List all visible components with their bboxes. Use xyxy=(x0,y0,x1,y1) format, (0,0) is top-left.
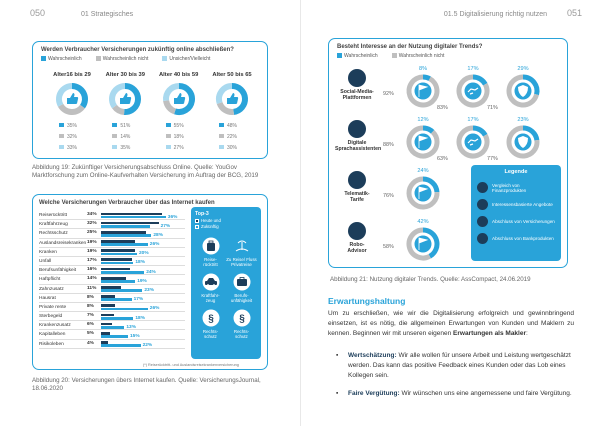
bar-future xyxy=(101,243,148,246)
bar-value-future: 23% xyxy=(144,288,154,293)
caption-fig19: Abbildung 19: Zukünftiger Versicherungsabschluss Online. Quelle: YouGov Marktforschung zum Online-Kaufverhalten Versicherung im Auftrag der BCG, 2019 xyxy=(32,164,259,180)
car-icon xyxy=(348,171,366,189)
top3-item xyxy=(226,309,257,339)
percent-unlikely: 88% xyxy=(383,142,394,148)
bar-row xyxy=(39,248,185,257)
age-groups xyxy=(47,72,257,154)
bar-value-future: 13% xyxy=(126,324,136,330)
bar-row xyxy=(39,321,185,330)
bar-value-today: 11% xyxy=(87,285,97,291)
chart3-legend xyxy=(337,53,559,59)
percent-likely: 17% xyxy=(467,117,479,123)
microphone-icon xyxy=(348,120,366,138)
bar-value-today: 19% xyxy=(87,248,97,254)
caption-fig21: Abbildung 21: Nutzung digitaler Trends. Quelle: AssCompact, 24.06.2019 xyxy=(330,276,531,283)
bar-today xyxy=(101,268,130,271)
age-label: Alter 50 bis 65 xyxy=(212,72,252,78)
bar-value-today: 7% xyxy=(87,313,94,319)
right-page-number: 051 xyxy=(566,8,582,18)
compare-icon xyxy=(477,182,488,193)
bar-row xyxy=(39,211,185,220)
bar-value-future: 36% xyxy=(167,214,178,220)
top3-item xyxy=(226,273,257,303)
legend-item: Wahrscheinlich nicht xyxy=(392,53,445,59)
bar-category: Kapitalleben xyxy=(39,332,66,338)
bar-value-future: 24% xyxy=(146,269,156,275)
section-heading: Erwartungshaltung xyxy=(328,296,406,306)
bar-today xyxy=(101,249,135,252)
bar-category: Zahnzusatz xyxy=(39,286,64,292)
bar-value-today: 5% xyxy=(87,331,94,337)
bar-value-today: 8% xyxy=(87,294,94,300)
percent-likely: 8% xyxy=(418,66,428,72)
handshake-icon xyxy=(465,83,482,100)
svg-text:§: § xyxy=(238,313,245,325)
value-row xyxy=(59,143,97,154)
bar-today xyxy=(101,231,146,234)
age-values xyxy=(207,121,257,154)
briefcase-icon xyxy=(233,273,251,291)
left-page-header xyxy=(30,8,133,18)
feature-label: Digitale Sprachassistenten xyxy=(335,140,382,152)
flag-icon xyxy=(415,236,432,253)
bar-today xyxy=(101,258,132,261)
bar-category: Kraftfahrzeug xyxy=(39,222,68,228)
bar-category: Auslandsreisekranken xyxy=(39,240,87,246)
age-values xyxy=(47,121,97,154)
beach-icon xyxy=(233,237,251,255)
bar-today xyxy=(101,286,121,289)
age-label: Alter 40 bis 59 xyxy=(159,72,199,78)
legend-item: Unsicher/Vielleicht xyxy=(162,56,210,62)
bar-row xyxy=(39,229,185,238)
ring-donut xyxy=(505,73,541,109)
trend-ring xyxy=(383,168,443,213)
bar-future xyxy=(101,262,133,265)
bar-row xyxy=(39,330,185,339)
bar-future xyxy=(101,344,141,347)
donut-segment xyxy=(166,101,175,112)
bar-category: Krankenzusatz xyxy=(39,323,71,329)
bar-future xyxy=(101,289,142,292)
legend-box xyxy=(471,165,561,261)
percent-label: 33% xyxy=(67,145,78,151)
trend-feature xyxy=(335,171,379,203)
value-row xyxy=(59,132,97,143)
page-gutter xyxy=(300,0,301,426)
value-row xyxy=(219,143,257,154)
flag-icon xyxy=(415,134,432,151)
age-values xyxy=(100,121,150,154)
online-purchase-chart xyxy=(32,41,268,159)
trend-ring xyxy=(487,66,543,111)
bar-future xyxy=(101,225,150,228)
value-row xyxy=(112,121,150,132)
bar-value-future: 18% xyxy=(135,260,145,266)
bar-category: Berufsunfähigkeit xyxy=(39,268,77,274)
bar-future xyxy=(101,326,124,329)
bar-category: Unfall xyxy=(39,258,52,264)
handshake-icon xyxy=(477,199,488,210)
bar-category: Private rente xyxy=(39,304,67,310)
age-label: Alter 30 bis 39 xyxy=(105,72,145,78)
value-row xyxy=(166,132,204,143)
feature-label: Telematik- Tarife xyxy=(344,191,370,203)
bar-value-future: 28% xyxy=(153,232,163,238)
value-row xyxy=(59,121,97,132)
bar-row xyxy=(39,340,185,349)
bar-list xyxy=(39,211,185,349)
bar-today xyxy=(101,277,126,280)
top3-legend-today: Heute und xyxy=(195,218,257,223)
caption-fig20: Abbildung 20: Versicherungen übers Internet kaufen. Quelle: VersicherungsJournal, 18.06.2020 xyxy=(32,377,261,393)
bar-future xyxy=(101,271,144,274)
percent-label: 51% xyxy=(120,123,131,129)
thumbs-up-icon xyxy=(67,93,78,104)
top3-legend-future: Zukünftig xyxy=(195,224,257,229)
bar-row xyxy=(39,266,185,275)
suitcase-icon xyxy=(202,237,220,255)
bar-today xyxy=(101,314,114,317)
top3-item xyxy=(195,273,226,303)
bank-icon xyxy=(477,233,488,244)
percent-likely: 24% xyxy=(417,168,429,174)
bar-value-today: 34% xyxy=(87,212,97,217)
ring-donut xyxy=(405,73,441,109)
bar-row xyxy=(39,220,185,229)
percent-label: 48% xyxy=(226,123,237,129)
megaphone-icon xyxy=(348,69,366,87)
bar-value-today: 4% xyxy=(87,340,94,346)
age-donut xyxy=(162,82,196,116)
top3-item xyxy=(226,237,257,267)
ring-donut xyxy=(405,175,441,211)
right-page-header xyxy=(444,8,582,18)
bar-future xyxy=(101,253,137,256)
top3-label: Berufs- unfähigkeit xyxy=(230,293,253,303)
top3-item xyxy=(195,309,226,339)
value-row xyxy=(166,143,204,154)
ring-donut xyxy=(405,226,441,262)
ring-donut xyxy=(405,124,441,160)
bar-today xyxy=(101,222,159,225)
ring-set xyxy=(383,168,443,213)
expectation-list xyxy=(340,351,576,406)
bar-category: Risikoleben xyxy=(39,341,64,347)
bar-category: Kranken xyxy=(39,249,57,255)
left-section-title: 01 Strategisches xyxy=(80,11,134,18)
percent-unlikely: 76% xyxy=(383,193,394,199)
percent-label: 27% xyxy=(173,145,184,151)
top3-label: Rechts- schutz xyxy=(202,329,219,339)
left-page-number: 050 xyxy=(30,8,46,18)
bar-category: Rechtsschutz xyxy=(39,231,68,237)
body-paragraph: Um zu erschließen, wie wir die Digitalisierung erfolgreich und gewinnbringend einsetzen, ist es nötig, die allgemeinen Erwartungen von Kunden und Maklern zu kennen. Beginnen wir mit unseren eigenen Erwartungen als Makler: xyxy=(328,310,574,338)
bar-value-today: 14% xyxy=(87,276,97,282)
top3-title: Top-3 xyxy=(195,211,209,217)
feature-label: Robo- Advisor xyxy=(347,242,367,254)
top3-label: Zu Reise/ Fluss Privatreise xyxy=(226,257,257,267)
bar-value-future: 27% xyxy=(160,223,171,229)
ring-segment xyxy=(423,77,430,79)
bar-value-today: 17% xyxy=(87,257,97,263)
trend-ring xyxy=(383,219,443,264)
robot-icon xyxy=(348,222,366,240)
shield-icon xyxy=(477,216,488,227)
chart2-title: Welche Versicherungen Verbraucher über das Internet kaufen xyxy=(39,200,215,206)
bar-row xyxy=(39,275,185,284)
bar-future xyxy=(101,280,135,283)
chart2-footnote: (*) Reiserücktritt- und Auslandsreisekrankenversicherung xyxy=(143,363,239,367)
trend-feature xyxy=(335,222,379,254)
donut-segment xyxy=(220,103,234,112)
flag-icon xyxy=(415,83,432,100)
percent-likely: 29% xyxy=(517,66,529,72)
car-icon xyxy=(202,273,220,291)
shield-icon xyxy=(515,134,532,151)
paragraph-icon xyxy=(233,309,251,327)
trend-ring xyxy=(487,117,543,162)
legend-item: Wahrscheinlich xyxy=(41,56,82,62)
top3-label: Kraftfahr- zeug xyxy=(201,293,220,303)
percent-unlikely: 58% xyxy=(383,244,394,250)
feature-label: Social-Media- Plattformen xyxy=(340,89,374,101)
percent-label: 14% xyxy=(120,134,131,140)
bar-today xyxy=(101,304,115,307)
age-values xyxy=(154,121,204,154)
bar-row xyxy=(39,303,185,312)
trend-feature xyxy=(335,69,379,101)
legend-box-title: Legende xyxy=(504,169,528,175)
thumbs-up-icon xyxy=(120,93,131,104)
legend-box-item: Vergleich von Finanzprodukten xyxy=(477,179,555,196)
handshake-icon xyxy=(465,134,482,151)
percent-label: 30% xyxy=(226,145,237,151)
bar-row xyxy=(39,312,185,321)
top3-box xyxy=(191,207,261,359)
age-donut xyxy=(55,82,89,116)
bar-value-future: 17% xyxy=(133,297,144,303)
legend-box-item: Abschluss von Bankprodukten xyxy=(477,230,555,247)
bar-future xyxy=(101,298,132,301)
trend-row xyxy=(335,63,567,114)
age-label: Alter16 bis 29 xyxy=(53,72,91,78)
age-group xyxy=(207,72,257,154)
bar-value-future: 26% xyxy=(149,242,160,248)
svg-text:§: § xyxy=(207,313,214,325)
percent-unlikely: 77% xyxy=(487,156,498,162)
percent-unlikely: 92% xyxy=(383,91,394,97)
bar-today xyxy=(101,341,108,344)
bar-value-future: 19% xyxy=(137,278,147,284)
legend-item: Wahrscheinlich nicht xyxy=(96,56,149,62)
bar-value-today: 8% xyxy=(87,303,94,309)
list-item: ▪ Faire Vergütung: Wir wünschen uns eine angemessene und faire Vergütung. xyxy=(340,389,576,399)
thumbs-up-icon xyxy=(174,93,185,104)
value-row xyxy=(112,132,150,143)
right-section-title: 01.5 Digitalisierung richtig nutzen xyxy=(443,11,548,18)
bar-today xyxy=(101,295,115,298)
ring-donut xyxy=(455,73,491,109)
chart3-title: Besteht Interesse an der Nutzung digitaler Trends? xyxy=(337,44,483,50)
percent-likely: 42% xyxy=(417,219,429,225)
bar-value-today: 25% xyxy=(87,230,97,236)
shield-icon xyxy=(515,83,532,100)
percent-unlikely: 63% xyxy=(437,156,448,162)
value-row xyxy=(112,143,150,154)
bar-value-today: 16% xyxy=(87,267,97,273)
percent-likely: 17% xyxy=(467,66,479,72)
bar-future xyxy=(101,234,151,237)
trend-feature xyxy=(335,120,382,152)
ring-segment xyxy=(423,128,433,132)
percent-likely: 23% xyxy=(517,117,529,123)
bar-future xyxy=(101,317,133,320)
bar-value-future: 18% xyxy=(135,315,145,321)
bar-today xyxy=(101,213,162,216)
percent-likely: 12% xyxy=(417,117,429,123)
paragraph-icon xyxy=(202,309,220,327)
value-row xyxy=(219,121,257,132)
percent-unlikely: 71% xyxy=(487,105,498,111)
legend-item: Wahrscheinlich xyxy=(337,53,378,59)
top3-label: Reise- rücktritt xyxy=(203,257,218,267)
age-group xyxy=(154,72,204,154)
chart1-title: Werden Verbraucher Versicherungen zukünftig online abschließen? xyxy=(41,47,234,53)
donut-segment xyxy=(61,105,83,112)
bar-value-today: 6% xyxy=(87,322,94,328)
percent-label: 35% xyxy=(67,123,78,129)
bar-future xyxy=(101,216,166,219)
top3-label: Rechts- schutz xyxy=(233,329,250,339)
bar-row xyxy=(39,239,185,248)
ring-donut xyxy=(505,124,541,160)
value-row xyxy=(219,132,257,143)
percent-label: 32% xyxy=(67,134,78,140)
bar-value-future: 15% xyxy=(130,333,140,339)
percent-label: 55% xyxy=(173,123,184,129)
donut-segment xyxy=(115,107,125,112)
bar-category: Haftpflicht xyxy=(39,277,61,283)
bar-row xyxy=(39,294,185,303)
bar-category: Hausrat xyxy=(39,295,56,301)
percent-label: 22% xyxy=(226,134,237,140)
legend-box-item: Interessensbasierte Angebote xyxy=(477,196,555,213)
bar-today xyxy=(101,323,112,326)
thumbs-up-icon xyxy=(227,93,238,104)
flag-icon xyxy=(415,185,432,202)
bar-value-today: 32% xyxy=(87,221,97,227)
chart1-legend xyxy=(41,56,259,62)
ring-set xyxy=(383,117,543,162)
percent-label: 18% xyxy=(173,134,184,140)
bar-today xyxy=(101,240,135,243)
bar-future xyxy=(101,335,128,338)
top3-item xyxy=(195,237,226,267)
bar-row xyxy=(39,257,185,266)
age-group xyxy=(47,72,97,154)
percent-label: 35% xyxy=(120,145,131,151)
bar-future xyxy=(101,308,148,311)
bar-row xyxy=(39,285,185,294)
trend-row xyxy=(335,114,567,165)
age-donut xyxy=(215,82,249,116)
bar-category: Reiserücktritt xyxy=(39,213,67,218)
internet-purchase-chart xyxy=(32,194,268,370)
age-group xyxy=(100,72,150,154)
bar-today xyxy=(101,332,110,335)
age-donut xyxy=(108,82,142,116)
value-row xyxy=(166,121,204,132)
bar-value-today: 19% xyxy=(87,239,97,245)
ring-set xyxy=(383,219,443,264)
legend-box-item: Abschluss von Versicherungen xyxy=(477,213,555,230)
bar-value-future: 26% xyxy=(149,306,160,312)
list-item: ▪ Wertschätzung: Wir alle wollen für unsere Arbeit und Leistung wertgeschätzt werden. Das kann das positive Feedback eines Kunden oder das Lob eines Kollegen sein. xyxy=(340,351,576,382)
percent-unlikely: 83% xyxy=(437,105,448,111)
bar-value-future: 20% xyxy=(139,251,149,257)
bar-value-future: 22% xyxy=(142,343,153,349)
digital-trends-chart xyxy=(328,38,568,268)
ring-set xyxy=(383,66,543,111)
top3-icons xyxy=(195,237,257,339)
bar-category: Sterbegeld xyxy=(39,314,63,320)
ring-donut xyxy=(455,124,491,160)
